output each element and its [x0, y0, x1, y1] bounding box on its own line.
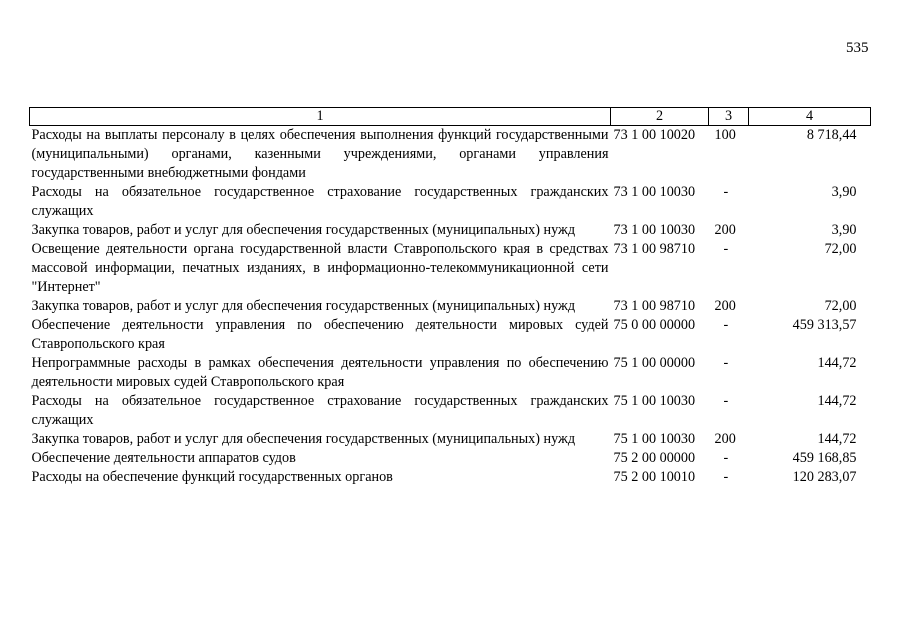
header-col-code: 2: [611, 108, 709, 126]
row-kind: -: [723, 241, 729, 257]
row-amount: 3,90: [831, 222, 857, 238]
table-row: [30, 430, 871, 449]
row-name: Закупка товаров, работ и услуг для обеспечения государственных (муниципальных) нужд: [31, 298, 576, 314]
row-kind: -: [723, 393, 729, 409]
row-name: Непрограммные расходы в рамках обеспечения деятельности управления по обеспечению деятельности мировых судей Ставропольского края: [31, 355, 609, 390]
row-name: Освещение деятельности органа государственной власти Ставропольского края в средствах массовой информации, печатных изданиях, в информационно-телекоммуникационной сети "Интернет": [31, 241, 609, 295]
page-number: 535: [846, 40, 869, 56]
row-name: Обеспечение деятельности аппаратов судов: [31, 450, 296, 466]
row-amount: 72,00: [824, 241, 857, 257]
row-code: 75 1 00 10030: [613, 431, 696, 447]
row-code: 75 2 00 10010: [613, 469, 696, 485]
table-row: [30, 183, 871, 221]
row-kind: -: [723, 184, 729, 200]
row-code: 75 1 00 00000: [613, 355, 696, 371]
header-col-amount: 4: [749, 108, 871, 126]
row-amount: 72,00: [824, 298, 857, 314]
row-kind: 200: [714, 298, 736, 314]
row-kind: 200: [714, 222, 736, 238]
row-amount: 3,90: [831, 184, 857, 200]
row-code: 73 1 00 98710: [613, 298, 696, 314]
table-row: [30, 316, 871, 354]
table-row: [30, 392, 871, 430]
header-col-kind: 3: [709, 108, 749, 126]
row-code: 73 1 00 10020: [613, 127, 696, 143]
row-amount: 144,72: [817, 393, 857, 409]
row-name: Обеспечение деятельности управления по обеспечению деятельности мировых судей Ставропольского края: [31, 317, 609, 352]
row-amount: 8 718,44: [806, 127, 857, 143]
table-row: [30, 240, 871, 297]
row-amount: 120 283,07: [792, 469, 857, 485]
row-amount: 459 313,57: [792, 317, 857, 333]
row-kind: -: [723, 317, 729, 333]
row-name: Закупка товаров, работ и услуг для обеспечения государственных (муниципальных) нужд: [31, 431, 576, 447]
row-name: Расходы на выплаты персоналу в целях обеспечения выполнения функций государственными (муниципальными) органами, казенными учреждениями, органами управления государственными внебюджетными фондами: [31, 127, 609, 181]
row-kind: -: [723, 450, 729, 466]
table-row: [30, 126, 871, 184]
row-code: 75 1 00 10030: [613, 393, 696, 409]
row-name: Расходы на обязательное государственное страхование государственных гражданских служащих: [31, 393, 609, 428]
row-kind: -: [723, 469, 729, 485]
row-name: Расходы на обеспечение функций государственных органов: [31, 469, 393, 485]
row-code: 75 2 00 00000: [613, 450, 696, 466]
budget-table: [29, 107, 871, 487]
header-col-name: 1: [30, 108, 611, 126]
table-row: [30, 468, 871, 487]
row-kind: -: [723, 355, 729, 371]
row-amount: 144,72: [817, 431, 857, 447]
row-kind: 200: [714, 431, 736, 447]
row-amount: 144,72: [817, 355, 857, 371]
row-kind: 100: [714, 127, 736, 143]
table-row: [30, 297, 871, 316]
table-header-row: [30, 108, 871, 126]
table-row: [30, 354, 871, 392]
row-name: Закупка товаров, работ и услуг для обеспечения государственных (муниципальных) нужд: [31, 222, 576, 238]
row-code: 73 1 00 10030: [613, 184, 696, 200]
row-code: 75 0 00 00000: [613, 317, 696, 333]
table-row: [30, 449, 871, 468]
row-name: Расходы на обязательное государственное страхование государственных гражданских служащих: [31, 184, 609, 219]
row-code: 73 1 00 10030: [613, 222, 696, 238]
row-amount: 459 168,85: [792, 450, 857, 466]
row-code: 73 1 00 98710: [613, 241, 696, 257]
table-row: [30, 221, 871, 240]
